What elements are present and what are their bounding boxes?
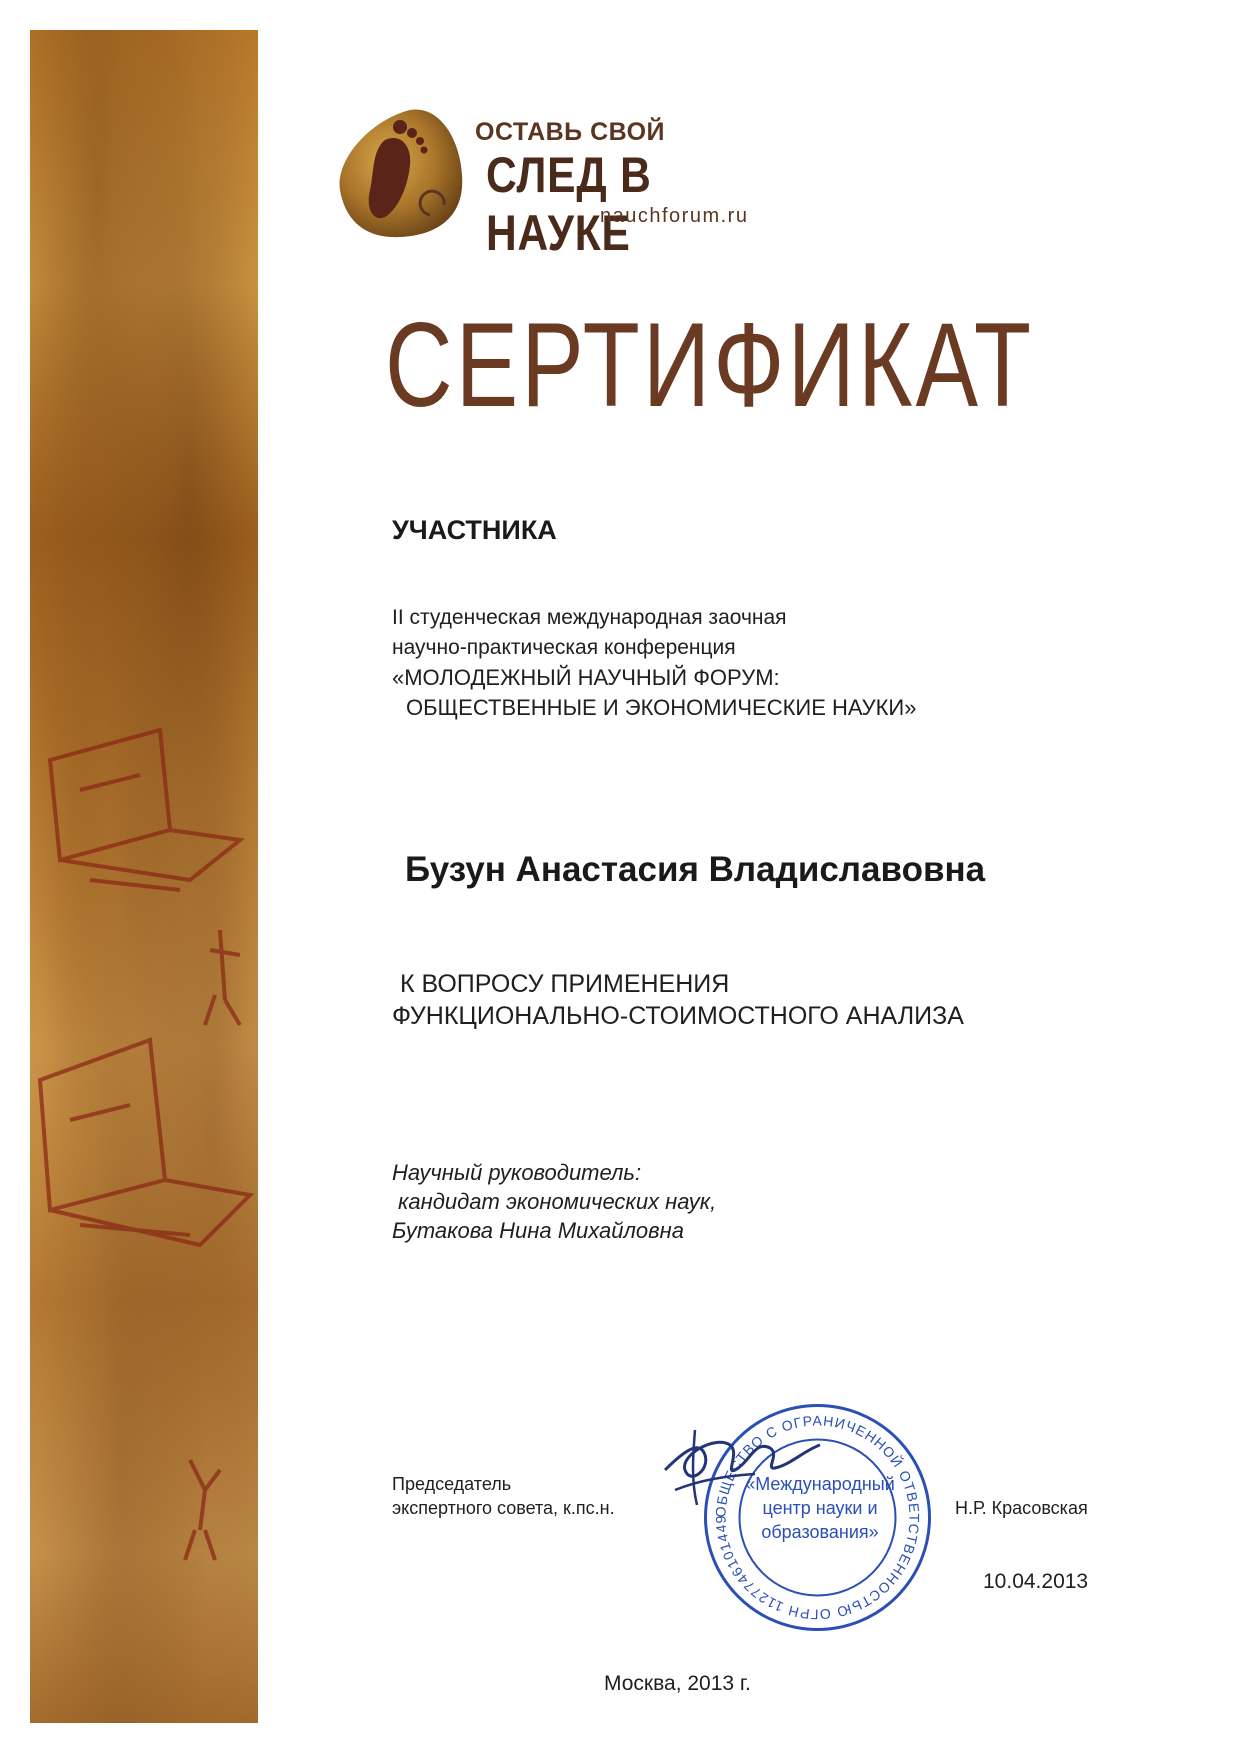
supervisor-line2: кандидат экономических наук, [398,1189,717,1214]
topic-line2: ФУНКЦИОНАЛЬНО-СТОИМОСТНОГО АНАЛИЗА [392,1002,964,1030]
chair-block [392,1472,615,1520]
supervisor-block [392,1158,716,1245]
paper-topic [392,968,964,1032]
rock-art-drawings [30,30,258,1723]
issue-date: 10.04.2013 [983,1570,1089,1593]
conference-name-line2: ОБЩЕСТВЕННЫЕ И ЭКОНОМИЧЕСКИЕ НАУКИ» [406,695,917,720]
chair-line2: экспертного совета, к.пс.н. [392,1498,615,1518]
signer-name: Н.Р. Красовская [955,1498,1088,1518]
conference-description [392,603,787,663]
conference-line2: научно-практическая конференция [392,636,736,659]
stamp-center-line2: центр науки и [762,1498,878,1518]
logo-line1: ОСТАВЬ СВОЙ [475,118,665,146]
participant-name: Бузун Анастасия Владиславовна [405,850,986,889]
decorative-side-strip [30,30,258,1723]
city-year: Москва, 2013 г. [604,1672,751,1695]
chair-line1: Председатель [392,1474,512,1494]
supervisor-line1: Научный руководитель: [392,1160,642,1185]
topic-line1: К ВОПРОСУ ПРИМЕНЕНИЯ [400,970,730,998]
stamp-center-line1: «Международный [745,1474,895,1494]
stamp-ring-text: ОБЩЕСТВО С ОГРАНИЧЕННОЙ ОТВЕТСТВЕННОСТЬЮ ОГРН 1127746101449 [712,1412,923,1623]
conference-line1: II студенческая международная заочная [392,606,787,629]
stamp-center-line3: образования» [761,1522,879,1542]
logo-url: nauchforum.ru [600,205,749,227]
forum-logo [330,100,790,261]
certificate-title: СЕРТИФИКАТ [385,298,1035,432]
conference-name [392,663,916,723]
conference-name-line1: «МОЛОДЕЖНЫЙ НАУЧНЫЙ ФОРУМ: [392,665,780,690]
logo-line2: СЛЕД В НАУКЕ [486,147,652,261]
handwritten-signature [655,1410,825,1520]
supervisor-line3: Бутакова Нина Михайловна [392,1218,684,1243]
footprint-stone-icon [330,105,470,245]
certificate-subtitle: УЧАСТНИКА [392,515,557,545]
